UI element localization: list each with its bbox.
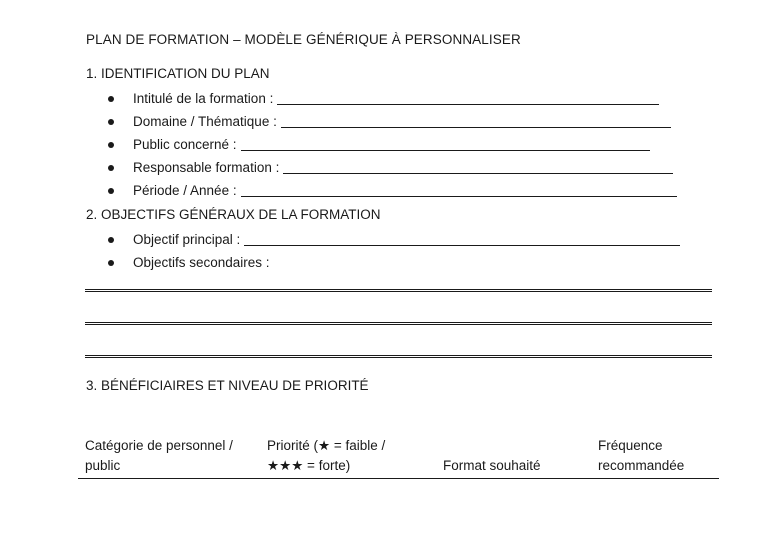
secondary-objectives-line-2[interactable] — [85, 322, 712, 325]
field-training-manager — [108, 157, 673, 177]
bullet-icon — [108, 142, 114, 148]
bullet-icon — [108, 96, 114, 102]
audience-blank[interactable] — [241, 136, 650, 151]
bullet-icon — [108, 165, 114, 171]
secondary-objectives-line-1[interactable] — [85, 289, 712, 292]
main-objective-blank[interactable] — [244, 231, 680, 246]
training-title-blank[interactable] — [277, 90, 659, 105]
column-header-line: ★★★ = forte) — [267, 458, 351, 473]
field-audience — [108, 134, 650, 154]
field-secondary-objectives — [108, 252, 270, 272]
field-training-title — [108, 88, 659, 108]
column-header-format — [443, 456, 593, 476]
column-header-line: recommandée — [598, 458, 685, 473]
field-domain — [108, 111, 671, 131]
column-header-line: public — [85, 458, 121, 473]
column-header-priority — [267, 436, 437, 476]
bullet-icon — [108, 237, 114, 243]
domain-blank[interactable] — [281, 113, 671, 128]
field-period — [108, 180, 677, 200]
field-label: Objectif principal : — [133, 232, 241, 247]
field-label: Public concerné : — [133, 137, 237, 152]
field-label: Domaine / Thématique : — [133, 114, 277, 129]
beneficiaries-table-header — [78, 432, 719, 479]
column-header-line: Fréquence — [598, 438, 663, 453]
section-2-heading: 2. OBJECTIFS GÉNÉRAUX DE LA FORMATION — [86, 207, 381, 222]
column-header-category — [85, 436, 260, 476]
field-label: Période / Année : — [133, 183, 237, 198]
bullet-icon — [108, 260, 114, 266]
field-label: Responsable formation : — [133, 160, 280, 175]
field-label: Intitulé de la formation : — [133, 91, 274, 106]
training-manager-blank[interactable] — [283, 159, 673, 174]
bullet-icon — [108, 188, 114, 194]
bullet-icon — [108, 119, 114, 125]
section-3-heading: 3. BÉNÉFICIAIRES ET NIVEAU DE PRIORITÉ — [86, 378, 369, 393]
column-header-frequency — [598, 436, 716, 476]
section-1-heading: 1. IDENTIFICATION DU PLAN — [86, 66, 270, 81]
column-header-line: Catégorie de personnel / — [85, 438, 233, 453]
field-main-objective — [108, 229, 680, 249]
field-label: Objectifs secondaires : — [133, 255, 270, 270]
period-blank[interactable] — [241, 182, 677, 197]
column-header-line: Format souhaité — [443, 458, 541, 473]
column-header-line: Priorité (★ = faible / — [267, 438, 386, 453]
document-title: PLAN DE FORMATION – MODÈLE GÉNÉRIQUE À PERSONNALISER — [86, 32, 521, 47]
secondary-objectives-line-3[interactable] — [85, 355, 712, 358]
